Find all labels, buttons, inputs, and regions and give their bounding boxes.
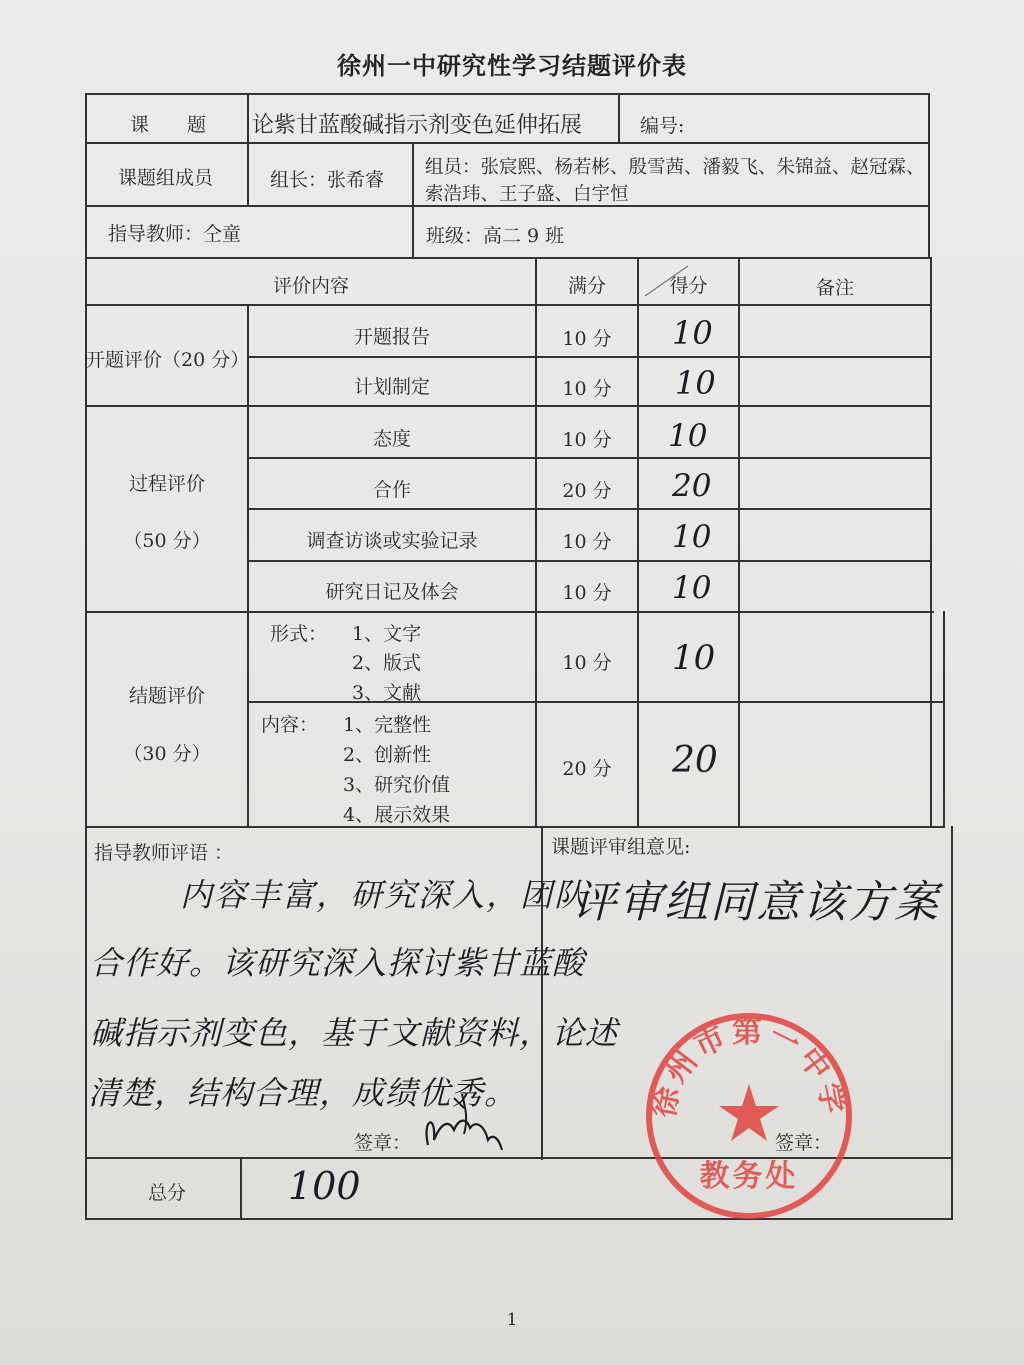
- process-item: 研究日记及体会: [325, 581, 459, 603]
- teacher-sign-label: 签章：: [354, 1132, 412, 1154]
- group-leader: 组长：张希睿: [270, 169, 385, 191]
- opening-section-label: 开题评价（20 分）: [86, 349, 250, 371]
- page-number: 1: [506, 1310, 518, 1330]
- content-criteria-label: 内容：: [261, 714, 319, 736]
- process-score: 10: [672, 519, 712, 555]
- content-full: 20 分: [562, 758, 612, 780]
- process-item: 态度: [372, 428, 411, 450]
- opening-full: 10 分: [562, 328, 612, 350]
- number-label: 编号:: [640, 115, 685, 137]
- advisor-teacher: 指导教师：仝童: [108, 223, 242, 245]
- col-header-note: 备注: [815, 277, 854, 299]
- topic-label: 课 题: [130, 114, 207, 136]
- teacher-comment-line: 内容丰富，研究深入，团队: [180, 876, 589, 914]
- form-score: 10: [672, 638, 716, 678]
- process-item: 合作: [372, 479, 411, 501]
- process-section-points: （50 分）: [123, 530, 211, 552]
- final-section-label: 结题评价: [128, 685, 205, 707]
- final-section-points: （30 分）: [123, 743, 211, 765]
- teacher-comment-line: 碱指示剂变色，基于文献资料，论述: [90, 1014, 619, 1052]
- teacher-comment-label: 指导教师评语 ：: [94, 842, 234, 864]
- content-criterion: 3、研究价值: [343, 774, 451, 796]
- form-criterion: 3、文献: [352, 682, 422, 704]
- opening-item: 计划制定: [353, 376, 430, 398]
- process-score: 10: [672, 570, 712, 606]
- col-header-full: 满分: [567, 275, 606, 297]
- process-item: 调查访谈或实验记录: [306, 530, 478, 552]
- panel-opinion-label: 课题评审组意见:: [551, 836, 691, 858]
- content-score: 20: [672, 740, 718, 781]
- col-header-content: 评价内容: [272, 275, 349, 297]
- process-full: 20 分: [562, 480, 612, 502]
- form-criterion: 1、文字: [352, 623, 422, 645]
- process-full: 10 分: [562, 531, 612, 553]
- process-score: 10: [668, 418, 708, 454]
- process-score: 20: [672, 468, 712, 504]
- teacher-comment-line: 合作好。该研究深入探讨紫甘蓝酸: [90, 944, 586, 982]
- stamp-text: 徐州市第一中学: [646, 1015, 852, 1121]
- members-line-2: 索浩玮、王子盛、白宇恒: [425, 184, 629, 205]
- col-header-score: 得分: [669, 275, 708, 297]
- official-stamp: [643, 1010, 855, 1222]
- total-label: 总分: [148, 1182, 187, 1204]
- process-full: 10 分: [562, 582, 612, 604]
- form-full: 10 分: [562, 652, 612, 674]
- process-section-label: 过程评价: [128, 473, 205, 495]
- teacher-signature: [418, 1090, 508, 1160]
- content-criterion: 1、完整性: [343, 714, 432, 736]
- content-criterion: 2、创新性: [343, 744, 432, 766]
- process-full: 10 分: [562, 429, 612, 451]
- stamp-bottom-text: 教务处: [699, 1159, 799, 1194]
- members-line-1: 组员：张宸熙、杨若彬、殷雪茜、潘毅飞、朱锦益、赵冠霖、: [425, 157, 925, 178]
- opening-score: 10: [675, 364, 716, 402]
- opening-full: 10 分: [562, 378, 612, 400]
- form-criteria-label: 形式：: [270, 623, 328, 645]
- opening-score: 10: [672, 314, 713, 352]
- pen-stroke: [640, 262, 690, 300]
- content-criterion: 4、展示效果: [343, 804, 451, 826]
- form-criterion: 2、版式: [352, 652, 422, 674]
- form-title: 徐州一中研究性学习结题评价表: [337, 52, 687, 80]
- total-value: 100: [288, 1164, 361, 1208]
- members-label: 课题组成员: [118, 167, 214, 189]
- topic-value: 论紫甘蓝酸碱指示剂变色延伸拓展: [252, 113, 583, 138]
- opening-item: 开题报告: [353, 326, 430, 348]
- panel-opinion-text: 评审组同意该方案: [572, 877, 940, 928]
- teacher-comment-line: 清楚，结构合理，成绩优秀。: [88, 1074, 518, 1112]
- class-name: 班级：高二 9 班: [426, 225, 565, 247]
- panel-sign-label: 签章：: [775, 1132, 833, 1154]
